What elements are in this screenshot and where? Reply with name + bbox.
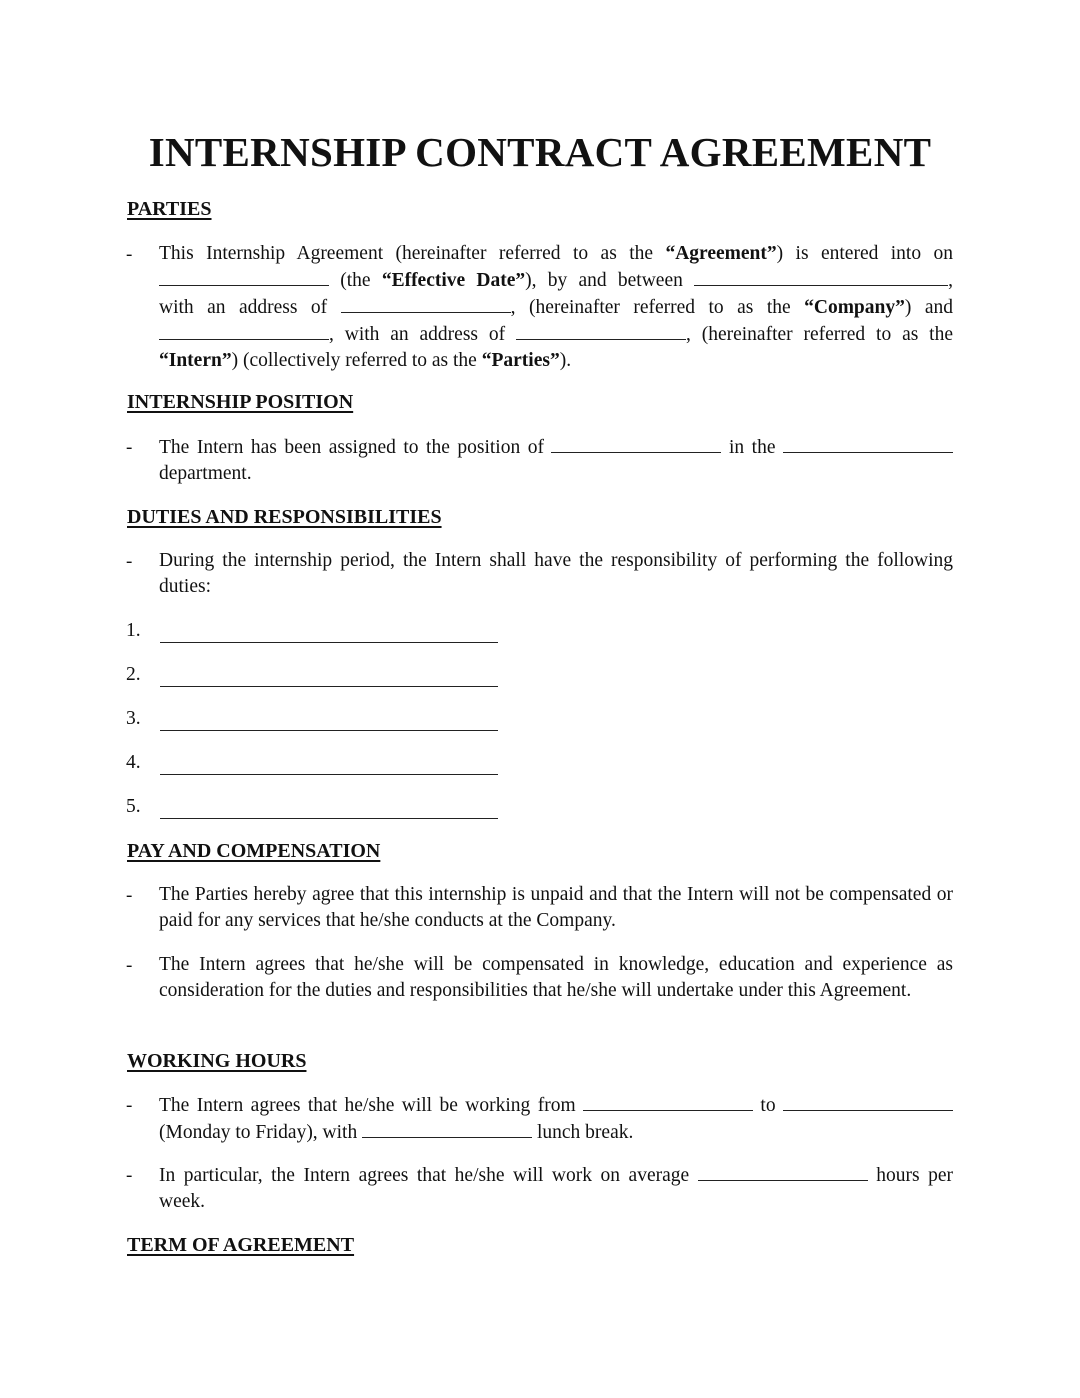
text: lunch break.	[536, 1122, 634, 1143]
company-address-blank[interactable]	[341, 294, 511, 313]
hours-paragraph-1	[159, 1092, 953, 1146]
text: In particular, the Intern agrees that he/she will work on average	[159, 1165, 690, 1186]
department-blank[interactable]	[783, 434, 953, 453]
pay-paragraph-2: The Intern agrees that he/she will be compensated in knowledge, education and experience as consideration for the duties and responsibilities that he/she will undertake under this Agreement.	[159, 954, 953, 1001]
position-blank[interactable]	[551, 434, 721, 453]
bullet: -	[126, 955, 133, 976]
heading-duties: DUTIES AND RESPONSIBILITIES	[127, 506, 442, 528]
lunch-break-blank[interactable]	[362, 1119, 532, 1138]
text: , (hereinafter referred to as the	[685, 324, 953, 345]
parties-paragraph: This Internship Agreement (hereinafter referred to as the “Agreement”) is entered into on (the “Effective Date”), by and between , with an address of , (hereinafter referred to as the “Company”) and , with an address of , (hereinafter referred to as the “Intern”) (collectively referred to as the “Parties”).	[159, 243, 954, 371]
term-intern: “Intern”	[159, 350, 232, 371]
duty-number: 4.	[126, 752, 141, 773]
bullet: -	[126, 1095, 133, 1116]
duty-blank-5[interactable]	[160, 817, 498, 819]
text: ) (collectively referred to as the	[231, 350, 482, 371]
term-agreement: “Agreement”	[665, 243, 777, 264]
heading-internship-position: INTERNSHIP POSITION	[127, 391, 354, 413]
bullet: -	[126, 885, 133, 906]
text: , with an address of	[329, 324, 506, 345]
bullet: -	[126, 1165, 133, 1186]
text: The Intern agrees that he/she will be working from	[159, 1095, 576, 1116]
text: with an address of	[159, 297, 328, 318]
text: week.	[159, 1191, 206, 1212]
end-time-blank[interactable]	[783, 1092, 953, 1111]
effective-date-blank[interactable]	[159, 267, 329, 286]
text: This Internship Agreement (hereinafter referred to as the	[159, 243, 666, 264]
duty-number: 2.	[126, 664, 141, 685]
text: ) and	[904, 297, 953, 318]
intern-name-blank[interactable]	[159, 321, 329, 340]
text: (the	[340, 270, 382, 291]
pay-paragraph-1: The Parties hereby agree that this internship is unpaid and that the Intern will not be compensated or paid for any services that he/she conducts at the Company.	[159, 884, 953, 931]
text: ).	[559, 350, 572, 371]
term-effective-date: “Effective Date”	[381, 270, 526, 291]
term-company: “Company”	[804, 297, 905, 318]
duty-number: 5.	[126, 796, 141, 817]
hours-paragraph-2	[159, 1162, 953, 1215]
text: , (hereinafter referred to as the	[510, 297, 805, 318]
duty-number: 1.	[126, 620, 141, 641]
position-paragraph	[159, 434, 953, 487]
text: (Monday to Friday), with	[159, 1122, 358, 1143]
bullet: -	[126, 437, 133, 458]
text: to	[760, 1095, 776, 1116]
intern-address-blank[interactable]	[516, 321, 686, 340]
text: in the	[729, 437, 776, 458]
document-title: INTERNSHIP CONTRACT AGREEMENT	[148, 129, 932, 175]
text: ) is entered into on	[776, 243, 954, 264]
duty-number: 3.	[126, 708, 141, 729]
heading-pay-compensation: PAY AND COMPENSATION	[127, 840, 381, 862]
bullet: -	[126, 244, 133, 265]
duty-blank-4[interactable]	[160, 773, 498, 775]
company-name-blank[interactable]	[694, 267, 948, 286]
start-time-blank[interactable]	[583, 1092, 753, 1111]
heading-working-hours: WORKING HOURS	[127, 1050, 307, 1072]
duty-blank-3[interactable]	[160, 729, 498, 731]
text: The Intern has been assigned to the position of	[159, 437, 544, 458]
weekly-hours-blank[interactable]	[698, 1162, 868, 1181]
term-parties: “Parties”	[481, 350, 560, 371]
heading-parties: PARTIES	[127, 198, 212, 220]
duty-blank-2[interactable]	[160, 685, 498, 687]
bullet: -	[126, 551, 133, 572]
duties-paragraph: During the internship period, the Intern shall have the responsibility of performing the following duties:	[159, 550, 953, 597]
text: ), by and between	[525, 270, 683, 291]
duty-blank-1[interactable]	[160, 641, 498, 643]
heading-term-of-agreement: TERM OF AGREEMENT	[127, 1234, 355, 1256]
text: department.	[159, 463, 252, 484]
text: hours per	[876, 1165, 954, 1186]
